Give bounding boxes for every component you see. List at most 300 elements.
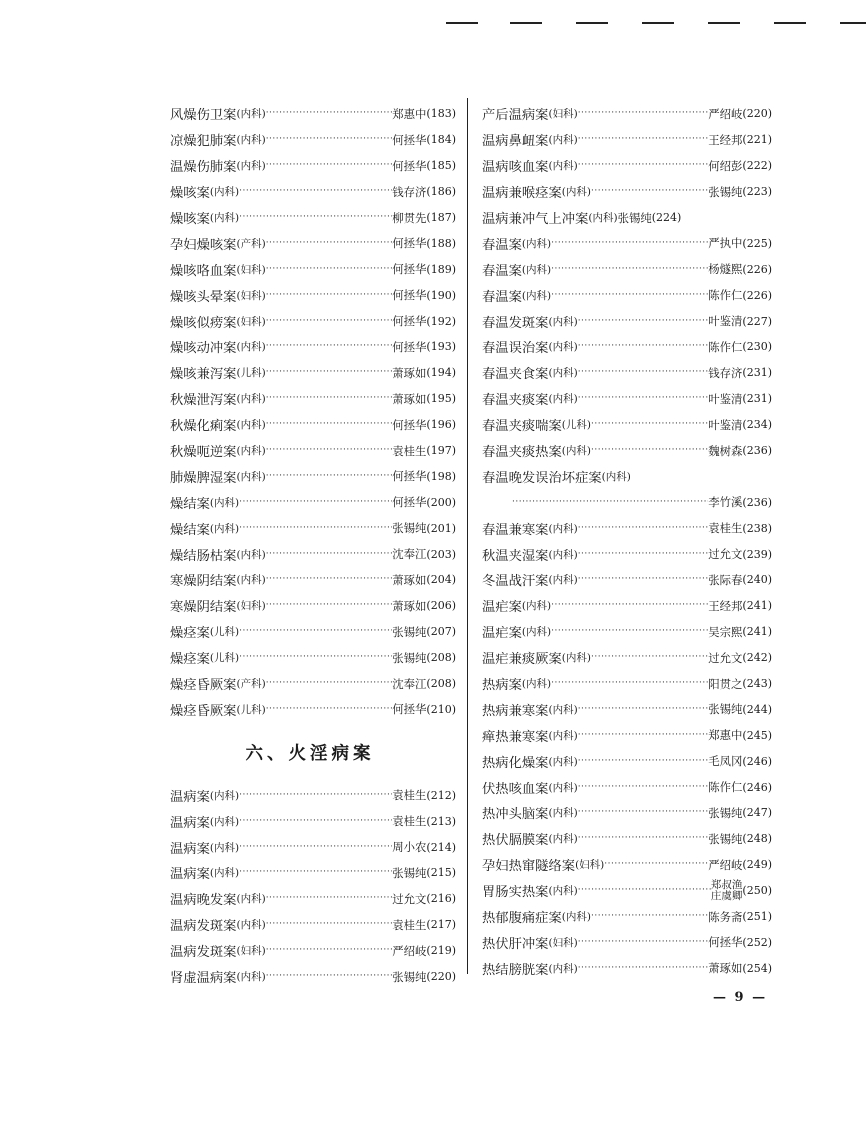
entry-department: (内科) xyxy=(548,522,578,535)
entry-department: (内科) xyxy=(548,729,578,742)
entry-department: (内科) xyxy=(548,134,578,147)
leader-dots xyxy=(266,291,393,300)
entry-page: (194) xyxy=(426,366,456,380)
entry-title: 孕妇燥咳案 xyxy=(170,237,237,253)
entry-page: (224) xyxy=(651,211,682,224)
entry-page: (208) xyxy=(426,677,456,691)
leader-dots xyxy=(578,757,709,766)
entry-department: (内科) xyxy=(548,962,578,975)
entry-page: (250) xyxy=(742,884,772,898)
entry-department: (内科) xyxy=(548,341,578,354)
entry-title: 春温案 xyxy=(482,237,522,253)
leader-dots xyxy=(239,817,392,826)
entry-title: 燥咳动冲案 xyxy=(170,341,237,357)
entry-author: 何拯华 xyxy=(392,158,427,173)
entry-department: (内科) xyxy=(236,419,266,432)
entry-department: (内科) xyxy=(548,367,578,380)
toc-entry xyxy=(170,964,456,990)
entry-page: (219) xyxy=(426,944,456,958)
entry-title: 燥痉昏厥案 xyxy=(170,678,237,694)
entry-page: (231) xyxy=(742,392,772,406)
entry-author: 郑惠中 xyxy=(708,728,743,743)
toc-entry xyxy=(170,834,456,860)
toc-entry xyxy=(482,179,772,205)
toc-entry xyxy=(170,593,456,619)
entry-page: (241) xyxy=(742,625,772,639)
toc-entry xyxy=(170,412,456,438)
header-rule-dashes xyxy=(446,16,866,28)
leader-dots xyxy=(578,886,711,895)
entry-page: (226) xyxy=(742,288,772,302)
page-number: — 9 — xyxy=(713,990,768,1005)
toc-entry xyxy=(482,955,772,981)
leader-dots xyxy=(591,420,708,429)
entry-department: (内科) xyxy=(521,263,552,276)
leader-dots xyxy=(578,394,709,403)
leader-dots xyxy=(266,550,393,559)
toc-entry xyxy=(482,463,772,489)
entry-department: (妇科) xyxy=(548,108,578,121)
entry-page: (207) xyxy=(426,625,456,639)
entry-author: 袁桂生 xyxy=(392,917,427,932)
leader-dots xyxy=(266,265,393,274)
entry-title: 温病鼻衄案 xyxy=(482,134,549,150)
entry-department: (内科) xyxy=(236,548,266,561)
leader-dots xyxy=(266,317,393,326)
entry-page: (204) xyxy=(426,573,456,587)
toc-entry xyxy=(482,748,772,774)
entry-author: 张锡纯 xyxy=(392,624,427,639)
entry-page: (226) xyxy=(742,262,772,276)
toc-entry xyxy=(170,541,456,567)
entry-title: 热冲头脑案 xyxy=(482,807,549,823)
entry-page: (244) xyxy=(742,702,772,716)
entry-title: 燥结案 xyxy=(170,496,210,512)
leader-dots xyxy=(578,575,709,584)
entry-author: 张锡纯 xyxy=(708,831,743,846)
leader-dots xyxy=(239,524,392,533)
entry-department: (妇科) xyxy=(236,263,266,276)
entry-author: 袁桂生 xyxy=(392,788,427,803)
leader-dots xyxy=(266,920,393,929)
entry-page: (246) xyxy=(742,754,772,768)
leader-dots xyxy=(551,265,708,274)
section-heading: 六、火淫病案 xyxy=(245,743,375,764)
leader-dots xyxy=(578,317,709,326)
entry-page: (188) xyxy=(426,236,456,250)
entry-department: (内科) xyxy=(548,833,578,846)
entry-author: 过允文 xyxy=(708,650,743,665)
entry-title: 温疟兼痰厥案 xyxy=(482,652,562,668)
entry-title: 温病晚发案 xyxy=(170,893,237,909)
entry-author: 何拯华 xyxy=(392,314,427,329)
entry-page: (246) xyxy=(742,780,772,794)
entry-department: (内科) xyxy=(209,212,240,224)
leader-dots xyxy=(578,938,709,947)
entry-page: (200) xyxy=(426,495,456,509)
leader-dots xyxy=(578,524,709,533)
entry-title: 寒燥阴结案 xyxy=(170,600,237,616)
toc-entry xyxy=(482,619,772,645)
toc-entry xyxy=(482,774,772,800)
entry-page: (186) xyxy=(426,185,456,199)
entry-author: 叶鉴清 xyxy=(708,391,743,406)
leader-dots xyxy=(551,601,708,610)
entry-title: 春温案 xyxy=(482,289,522,305)
leader-dots xyxy=(266,394,393,403)
entry-author: 柳贯先 xyxy=(392,210,427,225)
entry-title: 秋燥泄泻案 xyxy=(170,393,237,409)
entry-title: 温病发斑案 xyxy=(170,919,237,935)
toc-entry xyxy=(170,515,456,541)
leader-dots xyxy=(266,239,393,248)
entry-title: 燥咳案 xyxy=(170,212,210,227)
entry-department: (内科) xyxy=(548,703,578,716)
entry-department: (内科) xyxy=(521,678,552,691)
leader-dots xyxy=(239,653,392,662)
entry-page: (220) xyxy=(426,970,456,984)
entry-title: 春温夹痰案 xyxy=(482,393,549,409)
leader-dots xyxy=(578,705,709,714)
entry-department: (妇科) xyxy=(575,859,605,872)
entry-author: 何拯华 xyxy=(392,288,427,303)
entry-department: (内科) xyxy=(236,160,266,173)
entry-department: (内科) xyxy=(601,470,631,483)
entry-title: 温疟案 xyxy=(482,600,522,616)
entry-author: 萧琢如 xyxy=(708,961,743,976)
entry-title: 春温误治案 xyxy=(482,341,549,357)
toc-entry xyxy=(482,334,772,360)
leader-dots xyxy=(239,843,392,852)
entry-department: (内科) xyxy=(236,893,266,906)
entry-title: 热郁腹痛症案 xyxy=(482,911,562,927)
leader-dots xyxy=(266,161,393,170)
entry-page: (236) xyxy=(742,444,772,458)
entry-title: 瘅热兼寒案 xyxy=(482,729,549,745)
toc-entry xyxy=(170,463,456,489)
entry-page: (245) xyxy=(742,728,772,742)
leader-dots xyxy=(578,135,709,144)
entry-author: 陈作仁 xyxy=(708,339,743,354)
entry-author: 严绍岐 xyxy=(392,943,427,958)
toc-entry xyxy=(170,438,456,464)
toc-entry xyxy=(482,904,772,930)
entry-department: (儿科) xyxy=(236,367,266,380)
toc-entry xyxy=(170,101,456,127)
entry-title: 产后温病案 xyxy=(482,108,549,124)
leader-dots xyxy=(266,135,393,144)
entry-department: (内科) xyxy=(209,186,240,199)
entry-department: (内科) xyxy=(561,911,591,924)
leader-dots xyxy=(578,550,709,559)
entry-author: 陈务斋 xyxy=(708,909,743,924)
entry-page: (231) xyxy=(742,366,772,380)
toc-entry xyxy=(170,696,456,722)
entry-author: 何拯华 xyxy=(392,339,427,354)
toc-entry xyxy=(170,489,456,515)
entry-page: (236) xyxy=(742,495,772,509)
toc-entry xyxy=(170,645,456,671)
entry-department: (内科) xyxy=(548,393,578,406)
entry-page: (214) xyxy=(426,840,456,854)
entry-page: (208) xyxy=(426,651,456,665)
leader-dots xyxy=(551,239,708,248)
entry-department: (妇科) xyxy=(236,945,266,958)
entry-title: 燥咳案 xyxy=(170,186,210,202)
entry-title: 热伏膈膜案 xyxy=(482,833,549,849)
entry-title: 燥痉昏厥案 xyxy=(170,703,237,719)
leader-dots xyxy=(266,705,393,714)
entry-department: (内科) xyxy=(521,626,552,639)
entry-department: (内科) xyxy=(548,160,578,173)
entry-page: (243) xyxy=(742,677,772,691)
toc-entry xyxy=(170,127,456,153)
entry-title: 热病兼寒案 xyxy=(482,703,549,719)
entry-page: (251) xyxy=(742,910,772,924)
entry-department: (内科) xyxy=(209,789,240,802)
toc-entry xyxy=(482,852,772,878)
leader-dots xyxy=(239,187,392,196)
entry-author: 何拯华 xyxy=(392,495,427,510)
entry-title: 燥咳似痨案 xyxy=(170,315,237,331)
toc-entry xyxy=(482,438,772,464)
toc-entry xyxy=(170,782,456,808)
entry-author: 萧琢如 xyxy=(392,391,427,406)
entry-authors xyxy=(711,880,743,902)
entry-page: (195) xyxy=(426,392,456,406)
toc-entry xyxy=(482,696,772,722)
entry-author: 陈作仁 xyxy=(708,780,743,795)
entry-author: 严绍岐 xyxy=(708,106,743,121)
entry-page: (189) xyxy=(426,262,456,276)
entry-author: 张锡纯 xyxy=(708,702,743,717)
toc-entry xyxy=(170,256,456,282)
entry-title: 春温夹食案 xyxy=(482,367,549,383)
entry-author: 何绍彭 xyxy=(708,158,743,173)
toc-entry xyxy=(482,153,772,179)
leader-dots xyxy=(266,420,393,429)
entry-title: 春温夹痰喘案 xyxy=(482,419,562,435)
entry-title: 热结膀胱案 xyxy=(482,962,549,978)
entry-title: 热伏肝冲案 xyxy=(482,936,549,952)
entry-author: 吴宗熙 xyxy=(708,624,743,639)
entry-department: (内科) xyxy=(236,393,266,406)
entry-department: (内科) xyxy=(236,134,266,147)
entry-title: 热病案 xyxy=(482,678,522,694)
leader-dots xyxy=(266,601,393,610)
leader-dots xyxy=(578,834,709,843)
entry-author: 袁桂生 xyxy=(392,814,427,829)
entry-department: (内科) xyxy=(561,445,591,458)
entry-page: (220) xyxy=(742,107,772,121)
toc-entry xyxy=(482,878,772,904)
entry-department: (内科) xyxy=(548,885,578,898)
entry-department: (内科) xyxy=(209,496,240,509)
entry-author: 李竹溪 xyxy=(708,495,743,510)
entry-department: (内科) xyxy=(561,652,591,665)
entry-page: (222) xyxy=(742,159,772,173)
entry-page: (185) xyxy=(426,159,456,173)
leader-dots xyxy=(266,109,393,118)
entry-author: 王经邦 xyxy=(708,132,743,147)
entry-author: 魏树森 xyxy=(708,443,743,458)
entry-department: (内科) xyxy=(548,574,578,587)
leader-dots xyxy=(239,213,392,222)
entry-page: (203) xyxy=(426,547,456,561)
toc-entry xyxy=(170,619,456,645)
entry-title: 温病兼冲气上冲案 xyxy=(482,212,589,227)
toc-entry xyxy=(482,800,772,826)
toc-entry xyxy=(170,153,456,179)
toc-entry xyxy=(170,308,456,334)
entry-author: 何拯华 xyxy=(392,417,427,432)
entry-title: 燥结肠枯案 xyxy=(170,548,237,564)
entry-title: 春温兼寒案 xyxy=(482,522,549,538)
toc-entry xyxy=(482,930,772,956)
toc-entry xyxy=(170,671,456,697)
entry-department: (内科) xyxy=(521,289,552,302)
entry-department: (内科) xyxy=(236,574,266,587)
leader-dots xyxy=(239,627,392,636)
leader-dots xyxy=(578,368,709,377)
toc-entry xyxy=(482,360,772,386)
leader-dots xyxy=(578,731,709,740)
entry-page: (198) xyxy=(426,469,456,483)
entry-department: (儿科) xyxy=(236,703,266,716)
entry-page: (201) xyxy=(426,521,456,535)
entry-title: 肺燥脾湿案 xyxy=(170,470,237,486)
entry-department: (内科) xyxy=(209,522,240,535)
entry-title: 燥痉案 xyxy=(170,652,210,668)
toc-entry xyxy=(482,567,772,593)
entry-author: 周小农 xyxy=(392,840,427,855)
entry-author: 张锡纯 xyxy=(392,865,427,880)
entry-title: 冬温战汗案 xyxy=(482,574,549,590)
entry-page: (221) xyxy=(742,133,772,147)
leader-dots xyxy=(591,187,708,196)
toc-entry xyxy=(482,205,772,231)
toc-entry xyxy=(170,808,456,834)
entry-title: 寒燥阴结案 xyxy=(170,574,237,590)
toc-entry xyxy=(170,230,456,256)
entry-department: (内科) xyxy=(236,445,266,458)
entry-author: 郑叔渔 xyxy=(710,878,743,891)
leader-dots xyxy=(578,342,709,351)
toc-entry xyxy=(482,489,772,515)
entry-title: 孕妇热窜隧络案 xyxy=(482,859,576,875)
toc-entry xyxy=(482,308,772,334)
entry-page: (241) xyxy=(742,599,772,613)
toc-entry xyxy=(482,230,772,256)
leader-dots xyxy=(266,894,393,903)
entry-department: (内科) xyxy=(548,807,578,820)
entry-title: 温病咳血案 xyxy=(482,160,549,176)
leader-dots xyxy=(266,972,393,981)
leader-dots xyxy=(578,109,709,118)
entry-page: (247) xyxy=(742,806,772,820)
toc-right-column xyxy=(482,101,772,981)
leader-dots xyxy=(239,868,392,877)
toc-entry xyxy=(482,101,772,127)
leader-dots xyxy=(551,679,708,688)
leader-dots xyxy=(591,446,708,455)
entry-page: (196) xyxy=(426,418,456,432)
leader-dots xyxy=(266,946,393,955)
column-divider xyxy=(467,98,468,974)
entry-author: 张锡纯 xyxy=(708,184,743,199)
entry-title: 燥咳咯血案 xyxy=(170,263,237,279)
entry-department: (产科) xyxy=(236,237,266,250)
entry-author: 何拯华 xyxy=(708,935,743,950)
entry-author: 严绍岐 xyxy=(708,857,743,872)
toc-entry xyxy=(482,645,772,671)
entry-author: 郑惠中 xyxy=(392,106,427,121)
entry-author: 张锡纯 xyxy=(392,969,427,984)
entry-title: 温病案 xyxy=(170,815,210,831)
entry-page: (248) xyxy=(742,832,772,846)
entry-title: 温病案 xyxy=(170,789,210,805)
toc-entry xyxy=(482,412,772,438)
leader-dots xyxy=(578,161,709,170)
entry-author: 杨燧熙 xyxy=(708,262,743,277)
toc-entry xyxy=(482,722,772,748)
entry-page: (190) xyxy=(426,288,456,302)
entry-title: 春温夹痰热案 xyxy=(482,445,562,461)
leader-dots xyxy=(266,472,393,481)
entry-title: 燥咳兼泻案 xyxy=(170,367,237,383)
entry-title: 秋燥呃逆案 xyxy=(170,445,237,461)
entry-author: 叶鉴清 xyxy=(708,314,743,329)
entry-title: 温燥伤肺案 xyxy=(170,160,237,176)
toc-entry xyxy=(482,127,772,153)
entry-page: (254) xyxy=(742,961,772,975)
entry-title: 热病化燥案 xyxy=(482,755,549,771)
entry-department: (内科) xyxy=(548,755,578,768)
entry-title: 燥结案 xyxy=(170,522,210,538)
entry-page: (192) xyxy=(426,314,456,328)
leader-dots xyxy=(266,342,393,351)
entry-author: 何拯华 xyxy=(392,469,427,484)
entry-title: 温病案 xyxy=(170,867,210,883)
entry-author: 毛凤冈 xyxy=(708,754,743,769)
entry-author: 阳贯之 xyxy=(708,676,743,691)
entry-title: 风燥伤卫案 xyxy=(170,108,237,124)
entry-author: 萧琢如 xyxy=(392,365,427,380)
entry-author: 何拯华 xyxy=(392,702,427,717)
toc-entry xyxy=(482,826,772,852)
entry-title: 温病发斑案 xyxy=(170,945,237,961)
entry-title: 春温晚发误治坏症案 xyxy=(482,470,602,486)
entry-page: (234) xyxy=(742,418,772,432)
toc-entry xyxy=(482,671,772,697)
leader-dots xyxy=(239,498,392,507)
entry-page: (215) xyxy=(426,866,456,880)
entry-title: 春温案 xyxy=(482,263,522,279)
entry-title: 温疟案 xyxy=(482,626,522,642)
leader-dots xyxy=(551,291,708,300)
entry-author: 过允文 xyxy=(708,547,743,562)
entry-page: (210) xyxy=(426,702,456,716)
entry-author: 何拯华 xyxy=(392,262,427,277)
entry-author: 沈奉江 xyxy=(392,676,427,691)
entry-page: (197) xyxy=(426,444,456,458)
toc-entry xyxy=(170,938,456,964)
entry-author: 钱存济 xyxy=(392,184,427,199)
entry-department: (内科) xyxy=(209,867,240,880)
toc-entry xyxy=(170,205,456,231)
toc-entry xyxy=(170,860,456,886)
entry-department: (内科) xyxy=(236,971,266,984)
